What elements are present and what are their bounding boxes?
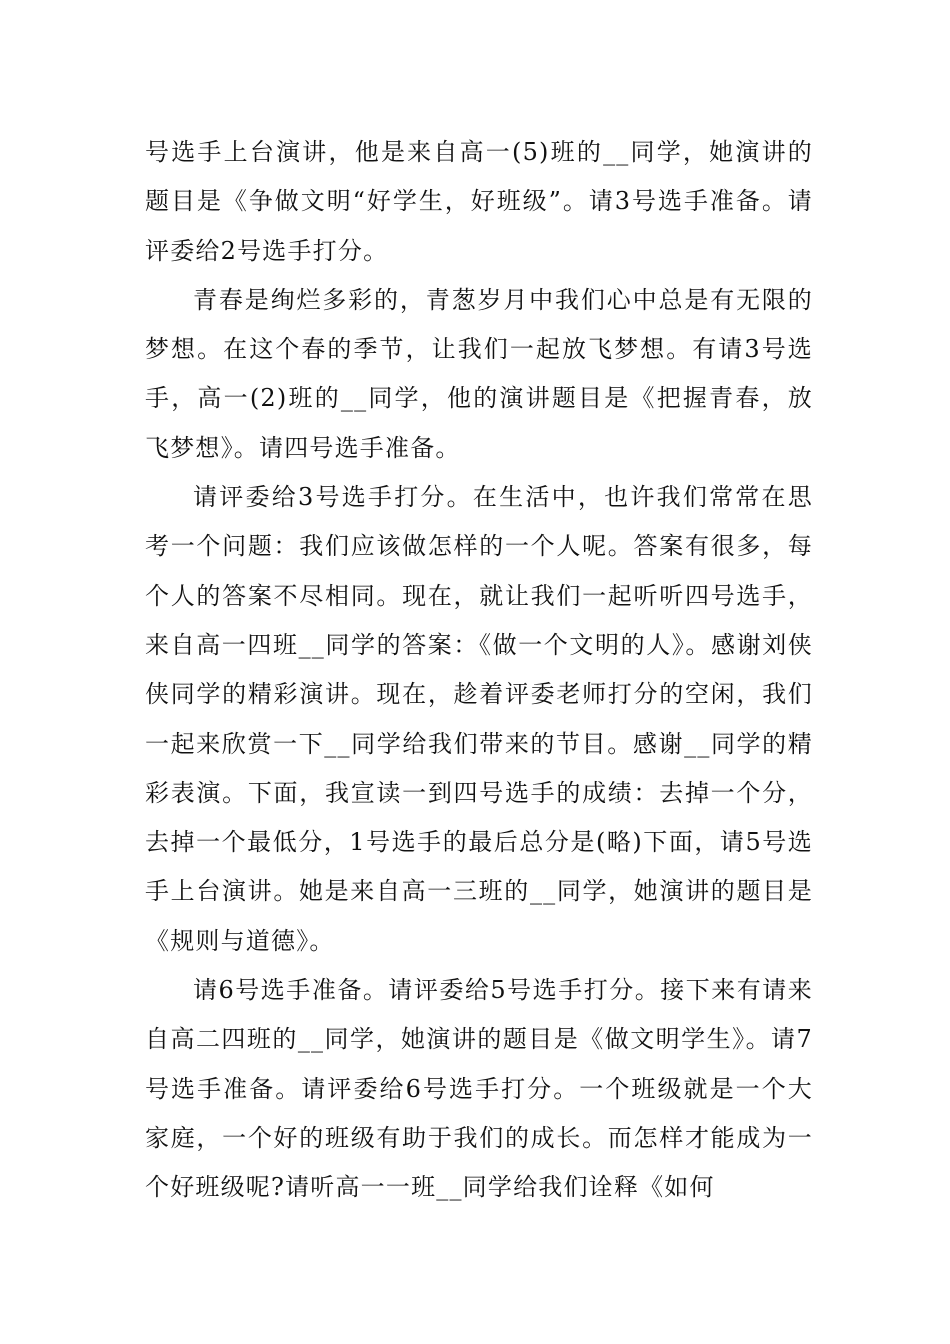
document-body <box>145 128 813 1213</box>
paragraph-1: 号选手上台演讲，他是来自高一(5)班的__同学，她演讲的题目是《争做文明“好学生，好班级”。请3号选手准备。请评委给2号选手打分。 <box>145 138 813 265</box>
paragraph-3: 请评委给3号选手打分。在生活中，也许我们常常在思考一个问题：我们应该做怎样的一个人呢。答案有很多，每个人的答案不尽相同。现在，就让我们一起听听四号选手，来自高一四班__同学的答案：《做一个文明的人》。感谢刘侠侠同学的精彩演讲。现在，趁着评委老师打分的空闲，我们一起来欣赏一下__同学给我们带来的节目。感谢__同学的精彩表演。下面，我宣读一到四号选手的成绩：去掉一个分，去掉一个最低分，1号选手的最后总分是(略)下面，请5号选手上台演讲。她是来自高一三班的__同学，她演讲的题目是《规则与道德》。 <box>145 483 813 955</box>
paragraph-4: 请6号选手准备。请评委给5号选手打分。接下来有请来自高二四班的__同学，她演讲的题目是《做文明学生》。请7号选手准备。请评委给6号选手打分。一个班级就是一个大家庭，一个好的班级有助于我们的成长。而怎样才能成为一个好班级呢?请听高一一班__同学给我们诠释《如何 <box>145 976 813 1202</box>
paragraph-2: 青春是绚烂多彩的，青葱岁月中我们心中总是有无限的梦想。在这个春的季节，让我们一起放飞梦想。有请3号选手，高一(2)班的__同学，他的演讲题目是《把握青春，放飞梦想》。请四号选手准备。 <box>145 285 813 462</box>
